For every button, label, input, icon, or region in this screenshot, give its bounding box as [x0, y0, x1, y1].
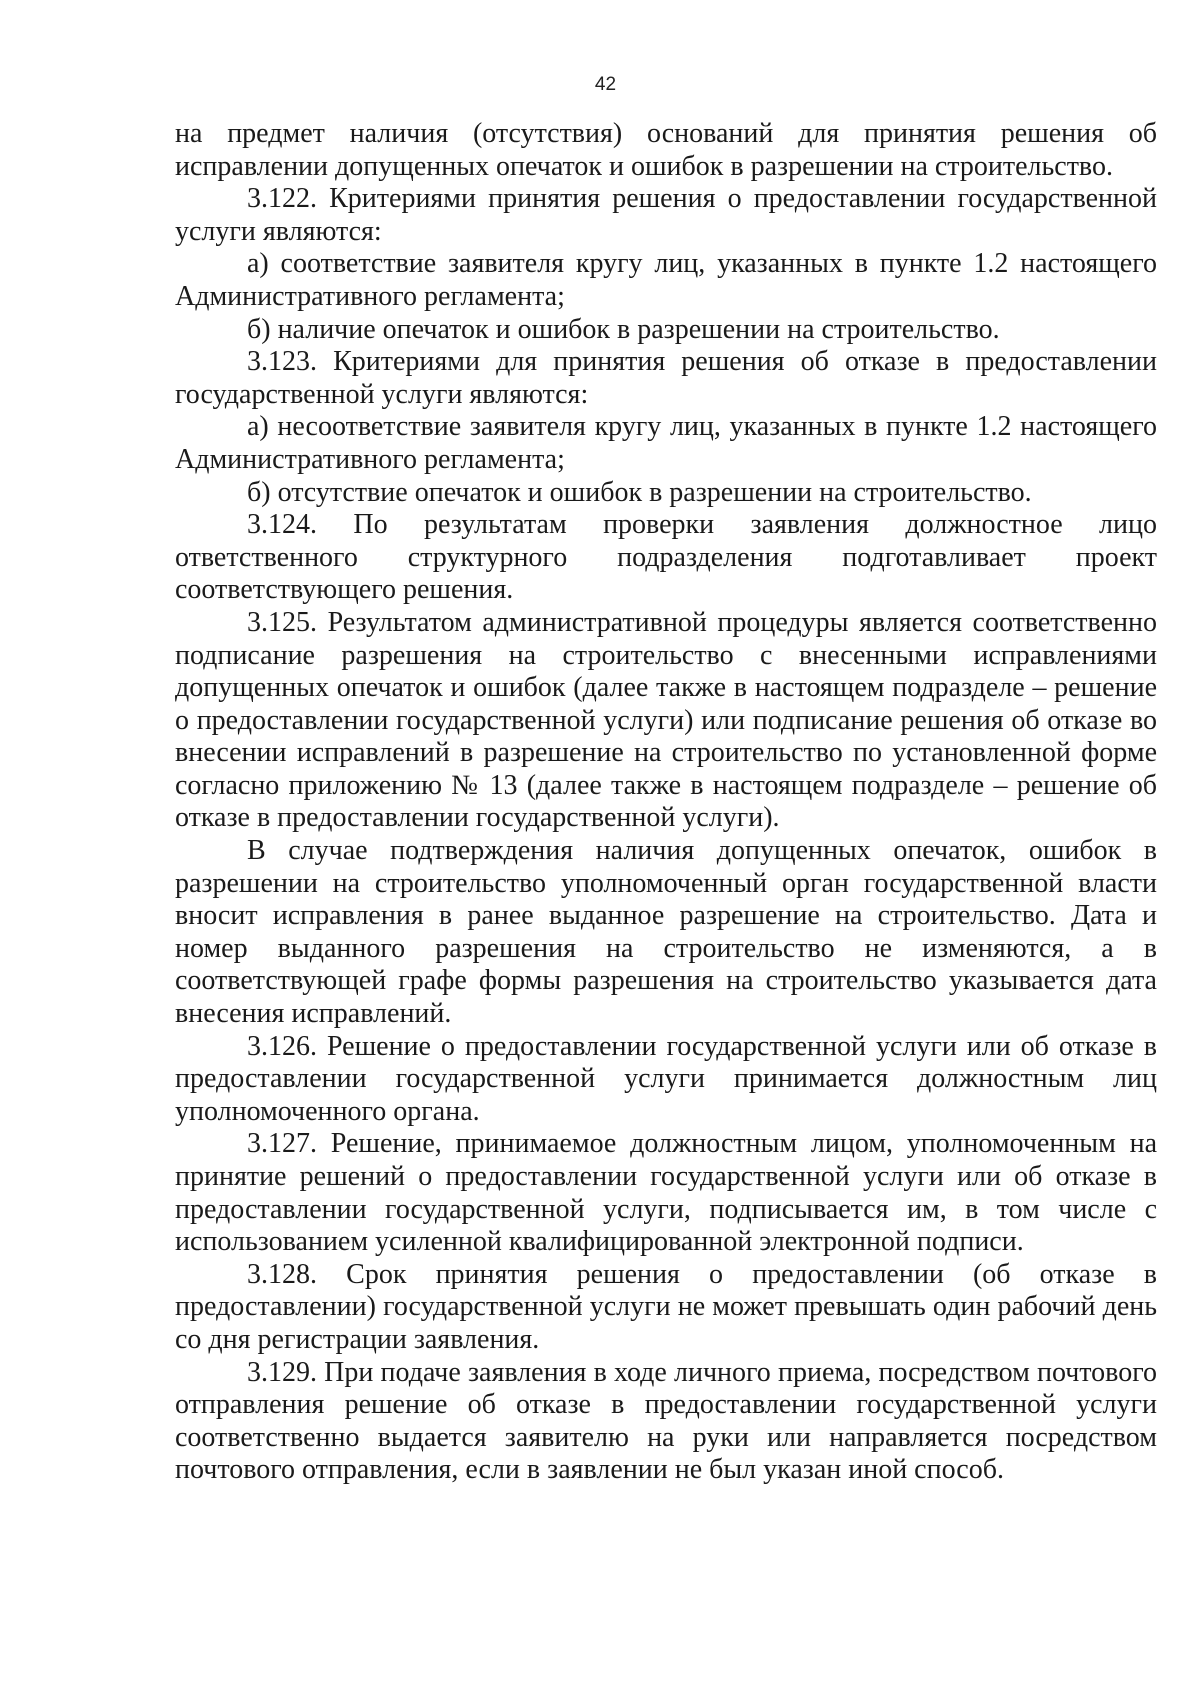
- document-body: [175, 118, 1157, 1487]
- paragraph-3-123-b: б) отсутствие опечаток и ошибок в разрешении на строительство.: [247, 476, 1032, 508]
- paragraph-3-126: 3.126. Решение о предоставлении государственной услуги или об отказе в предоставлении государственной услуги принимается должностным лиц уполномоченного органа.: [175, 1030, 1157, 1127]
- paragraph-3-129: 3.129. При подаче заявления в ходе личного приема, посредством почтового отправления решение об отказе в предоставлении государственной услуги соответственно выдается заявителю на руки или направляется посредством почтового отправления, если в заявлении не был указан иной способ.: [175, 1356, 1157, 1486]
- paragraph-3-124: 3.124. По результатам проверки заявления должностное лицо ответственного структурного подразделения подготавливает проект соответствующего решения.: [175, 509, 1157, 606]
- paragraph-continuation: на предмет наличия (отсутствия) оснований для принятия решения об исправлении допущенных опечаток и ошибок в разрешении на строительство.: [175, 118, 1157, 182]
- paragraph-corrections: В случае подтверждения наличия допущенных опечаток, ошибок в разрешении на строительство уполномоченный орган государственной власти вносит исправления в ранее выданное разрешение на строительство. Дата и номер выданного разрешения на строительство не изменяются, а в соответствующей графе формы разрешения на строительство указывается дата внесения исправлений.: [175, 835, 1157, 1030]
- page-number: 42: [594, 74, 617, 95]
- paragraph-3-122-a: а) соответствие заявителя кругу лиц, указанных в пункте 1.2 настоящего Административного регламента;: [175, 248, 1157, 312]
- paragraph-3-122: 3.122. Критериями принятия решения о предоставлении государственной услуги являются:: [175, 183, 1157, 247]
- paragraph-3-127: 3.127. Решение, принимаемое должностным лицом, уполномоченным на принятие решений о предоставлении государственной услуги или об отказе в предоставлении государственной услуги, подписывается им, в том числе с использованием усиленной квалифицированной электронной подписи.: [175, 1128, 1157, 1258]
- paragraph-3-128: 3.128. Срок принятия решения о предоставлении (об отказе в предоставлении) государственной услуги не может превышать один рабочий день со дня регистрации заявления.: [175, 1258, 1157, 1355]
- paragraph-3-123: 3.123. Критериями для принятия решения об отказе в предоставлении государственной услуги являются:: [175, 346, 1157, 410]
- paragraph-3-125: 3.125. Результатом административной процедуры является соответственно подписание разрешения на строительство с внесенными исправлениями допущенных опечаток и ошибок (далее также в настоящем подразделе – решение о предоставлении государственной услуги) или подписание решения об отказе во внесении исправлений в разрешение на строительство по установленной форме согласно приложению № 13 (далее также в настоящем подразделе – решение об отказе в предоставлении государственной услуги).: [175, 606, 1157, 834]
- paragraph-3-122-b: б) наличие опечаток и ошибок в разрешении на строительство.: [247, 313, 1000, 345]
- paragraph-3-123-a: а) несоответствие заявителя кругу лиц, указанных в пункте 1.2 настоящего Административного регламента;: [175, 411, 1157, 475]
